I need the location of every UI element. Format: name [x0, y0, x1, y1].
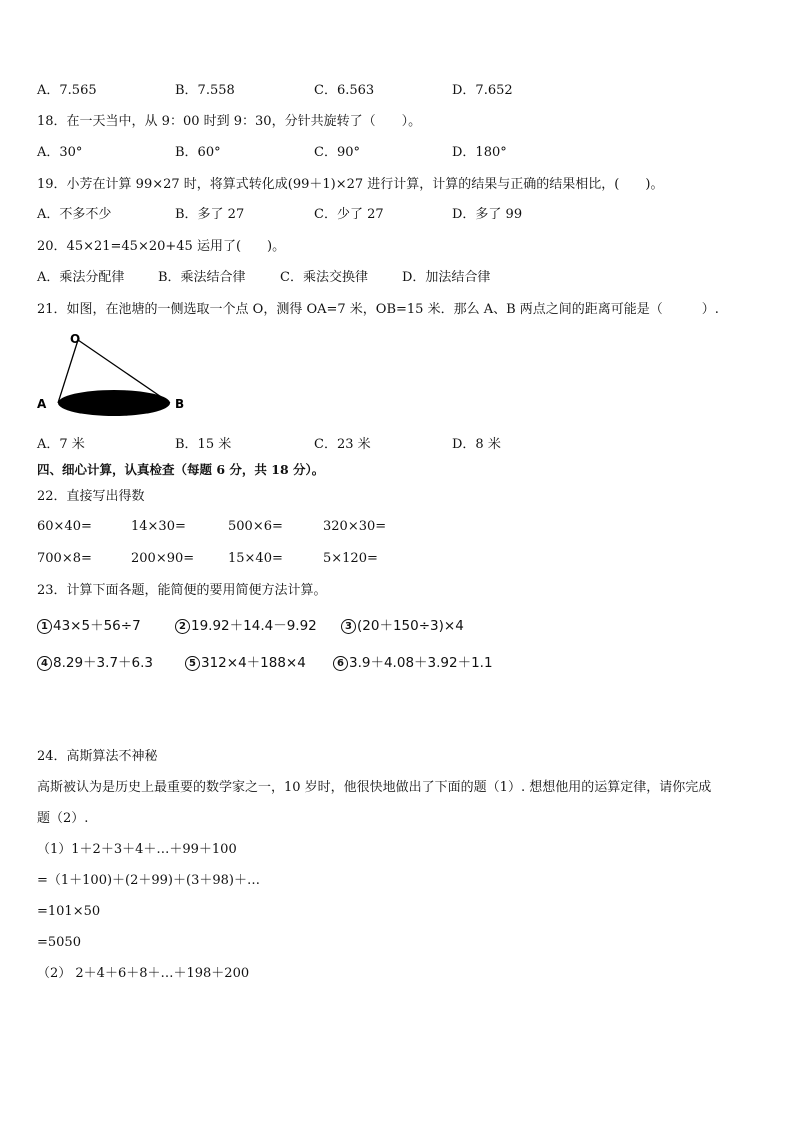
q23-item-6	[333, 654, 493, 672]
q19-option-a: A．不多不少	[37, 207, 112, 222]
point-b-label: B	[175, 397, 185, 411]
circled-number: 5	[185, 656, 200, 671]
circled-number: 4	[37, 656, 52, 671]
q23-expression: (20＋150÷3)×4	[357, 618, 464, 634]
q22-row-1	[37, 518, 757, 536]
circled-number: 6	[333, 656, 348, 671]
q19-option-b: B．多了 27	[175, 207, 245, 222]
q18-option-b: B．60°	[175, 145, 221, 160]
q20-text: 20．45×21=45×20+45 运用了( )。	[37, 239, 286, 254]
section-heading: 四、细心计算，认真检查（每题 6 分，共 18 分）。	[37, 462, 325, 477]
q23-item-4	[37, 654, 153, 672]
q22-item: 60×40=	[37, 519, 92, 534]
q24-part-2: （2） 2＋4＋6＋8＋…＋198＋200	[37, 966, 250, 981]
q20-option-d: D．加法结合律	[402, 270, 491, 285]
q22-item: 5×120=	[323, 551, 378, 566]
q17-options	[37, 82, 757, 100]
q24-step-2: =（1＋100)＋(2＋99)＋(3＋98)＋…	[37, 873, 260, 888]
q19-options	[37, 206, 757, 224]
q23-row-2	[37, 654, 757, 672]
q24-paragraph-line-2: 题（2）.	[37, 811, 89, 826]
q21-option-a: A．7 米	[37, 437, 85, 452]
q21-option-d: D．8 米	[452, 437, 501, 452]
q22-item: 320×30=	[323, 519, 387, 534]
pond-shape	[58, 390, 170, 416]
q17-option-a: A．7.565	[37, 83, 97, 98]
q21-text: 21．如图，在池塘的一侧选取一个点 O，测得 OA=7 米，OB=15 米．那么 A、B 两点之间的距离可能是（ ）.	[37, 302, 719, 317]
q18-option-c: C．90°	[314, 145, 360, 160]
q19-option-d: D．多了 99	[452, 207, 523, 222]
circled-number: 2	[175, 619, 190, 634]
q18-option-d: D．180°	[452, 145, 507, 160]
q24-step-1: （1）1＋2＋3＋4＋…＋99＋100	[37, 842, 237, 857]
q21-option-c: C．23 米	[314, 437, 371, 452]
q23-expression: 8.29＋3.7＋6.3	[53, 655, 153, 671]
q22-item: 14×30=	[131, 519, 186, 534]
q17-option-d: D．7.652	[452, 83, 513, 98]
q24-step-4: =5050	[37, 935, 81, 950]
pond-figure	[30, 330, 200, 420]
point-o-label: O	[70, 332, 81, 346]
q23-expression: 312×4＋188×4	[201, 655, 306, 671]
q23-row-1	[37, 617, 757, 635]
q18-text: 18．在一天当中，从 9：00 时到 9：30，分针共旋转了（ ）。	[37, 114, 422, 129]
q20-option-b: B．乘法结合律	[158, 270, 246, 285]
point-a-label: A	[37, 397, 47, 411]
q22-item: 700×8=	[37, 551, 92, 566]
q21-option-b: B．15 米	[175, 437, 232, 452]
q17-option-c: C．6.563	[314, 83, 375, 98]
q23-item-1	[37, 617, 141, 635]
circled-number: 1	[37, 619, 52, 634]
q18-option-a: A．30°	[37, 145, 83, 160]
circled-number: 3	[341, 619, 356, 634]
segment-oa	[58, 340, 78, 403]
q22-item: 15×40=	[228, 551, 283, 566]
q23-expression: 43×5＋56÷7	[53, 618, 141, 634]
q20-option-c: C．乘法交换律	[280, 270, 368, 285]
q24-step-3: =101×50	[37, 904, 101, 919]
q22-row-2	[37, 550, 757, 568]
q23-item-5	[185, 654, 306, 672]
q17-option-b: B．7.558	[175, 83, 235, 98]
q22-item: 500×6=	[228, 519, 283, 534]
q24-paragraph-line-1: 高斯被认为是历史上最重要的数学家之一，10 岁时，他很快地做出了下面的题（1）. 想想他用的运算定律，请你完成	[37, 780, 712, 795]
q20-option-a: A．乘法分配律	[37, 270, 125, 285]
q23-text: 23．计算下面各题，能简便的要用简便方法计算。	[37, 583, 327, 598]
q23-item-3	[341, 617, 464, 635]
q23-expression: 3.9＋4.08＋3.92＋1.1	[349, 655, 493, 671]
q22-item: 200×90=	[131, 551, 195, 566]
q19-text: 19．小芳在计算 99×27 时，将算式转化成(99＋1)×27 进行计算，计算的结果与正确的结果相比，( )。	[37, 177, 664, 192]
q23-item-2	[175, 617, 317, 635]
q19-option-c: C．少了 27	[314, 207, 384, 222]
q20-options	[37, 269, 757, 287]
q23-expression: 19.92＋14.4－9.92	[191, 618, 317, 634]
pond-diagram	[30, 330, 200, 420]
q24-title: 24．高斯算法不神秘	[37, 749, 158, 764]
q22-text: 22．直接写出得数	[37, 489, 145, 504]
q21-options	[37, 436, 757, 454]
q18-options	[37, 144, 757, 162]
